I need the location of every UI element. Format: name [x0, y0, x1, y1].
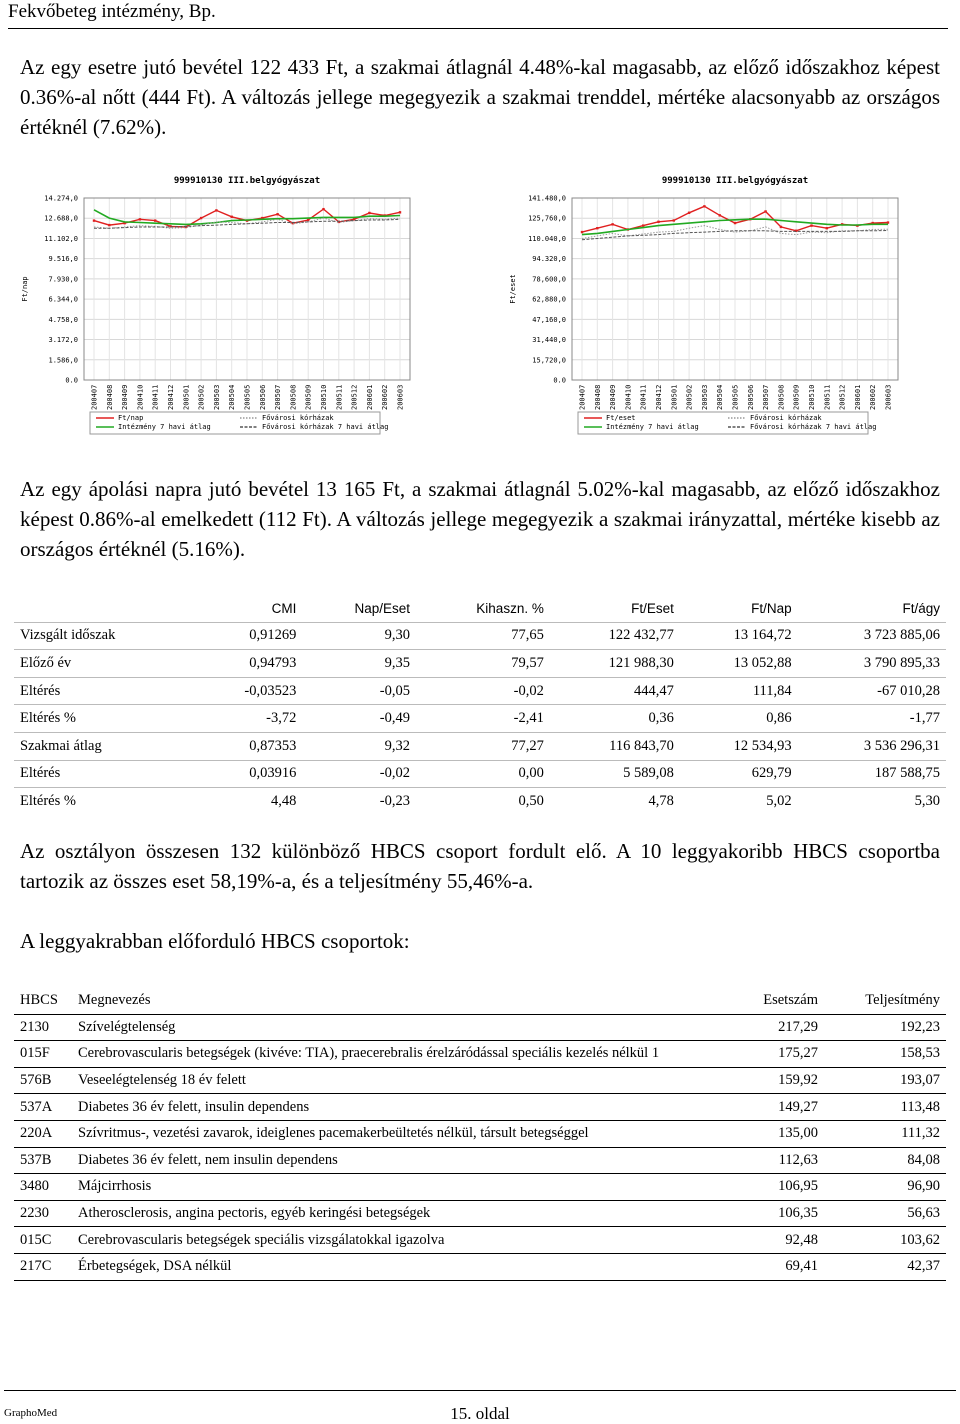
stats-header: CMI: [271, 600, 297, 616]
stats-cell: 121 988,30: [550, 650, 680, 678]
chart-xtick-label: 200506: [258, 384, 267, 410]
chart-xtick-label: 200503: [700, 384, 709, 410]
stats-row: [14, 677, 946, 705]
hbcs-header-row: [14, 988, 946, 1014]
chart-ytick-label: 47,160,0: [532, 315, 566, 324]
hbcs-name: Cerebrovascularis betegségek (kivéve: TIA), praecerebralis érelzáródással speciális kezelés nélkül 1: [72, 1041, 717, 1068]
stats-cell: 0,03916: [195, 760, 303, 788]
chart-title: 999910130 III.belgyógyászat: [173, 176, 321, 186]
hbcs-header: Esetszám: [717, 988, 824, 1014]
chart-ytick-label: 9.516,0: [48, 255, 78, 264]
stats-cell: 0,00: [416, 760, 550, 788]
stats-cell: 3 723 885,06: [798, 622, 946, 650]
stats-cell: 0,87353: [195, 732, 303, 760]
hbcs-code: 015F: [14, 1041, 72, 1068]
chart-ytick-label: 0.0: [553, 376, 566, 385]
chart-point: [887, 221, 889, 223]
stats-cell: 629,79: [680, 760, 798, 788]
stats-cell: -0,49: [302, 705, 416, 733]
hbcs-case-count: 159,92: [717, 1067, 824, 1094]
hbcs-header: Megnevezés: [72, 988, 717, 1014]
chart-xtick-label: 200407: [578, 384, 587, 410]
hbcs-row: [14, 1147, 946, 1174]
chart-xtick-label: 200510: [320, 384, 328, 410]
chart-ytick-label: 4.758,0: [48, 315, 78, 324]
stats-cell: 5,02: [680, 788, 798, 815]
chart-ytick-label: 31,440,0: [532, 336, 566, 345]
hbcs-performance: 111,32: [824, 1120, 946, 1147]
chart-xtick-label: 200510: [808, 384, 816, 410]
header-title: Fekvőbeteg intézmény, Bp.: [8, 1, 216, 22]
footer-brand: GraphoMed: [4, 1407, 58, 1419]
stats-cell: -0,02: [302, 760, 416, 788]
stats-cell: 5 589,08: [550, 760, 680, 788]
hbcs-header: HBCS: [14, 988, 72, 1014]
chart-xtick-label: 200512: [838, 384, 847, 410]
hbcs-performance: 103,62: [824, 1227, 946, 1254]
paragraph-hbcs-summary: Az osztályon összesen 132 különböző HBCS csoport fordult elő. A 10 leggyakoribb HBCS csoportba tartozik az összes eset 58,19%-a, és a teljesítmény 55,46%-a.: [20, 839, 940, 893]
chart-ft-nap-svg: [22, 168, 418, 440]
chart-legend-label: Intézmény 7 havi átlag: [606, 423, 699, 431]
chart-legend-label: Intézmény 7 havi átlag: [118, 423, 211, 431]
chart-point: [810, 224, 812, 226]
stats-cell: 13 052,88: [680, 650, 798, 678]
chart-xtick-label: 200603: [396, 384, 405, 410]
stats-row-label: Eltérés: [14, 760, 195, 788]
stats-row-label: Szakmai átlag: [14, 732, 195, 760]
chart-point: [322, 208, 324, 210]
hbcs-performance: 113,48: [824, 1094, 946, 1121]
stats-row: [14, 650, 946, 678]
stats-cell: -3,72: [195, 705, 303, 733]
chart-point: [581, 231, 583, 233]
stats-cell: -0,23: [302, 788, 416, 815]
chart-ytick-label: 12.688,0: [44, 214, 78, 223]
chart-legend-label: Fővárosi kórházak 7 havi átlag: [750, 423, 877, 431]
hbcs-row: [14, 1200, 946, 1227]
hbcs-row: [14, 1227, 946, 1254]
chart-xtick-label: 200602: [869, 384, 878, 410]
chart-point: [231, 216, 233, 218]
chart-xtick-label: 200502: [197, 384, 206, 410]
chart-xtick-label: 200505: [243, 384, 252, 410]
stats-cell: 13 164,72: [680, 622, 798, 650]
chart-ytick-label: 14.274,0: [44, 194, 78, 203]
chart-point: [611, 223, 613, 225]
chart-ytick-label: 11.102,0: [44, 234, 78, 243]
chart-ft-eset-svg: [510, 168, 906, 440]
hbcs-name: Diabetes 36 év felett, nem insulin dependens: [72, 1147, 717, 1174]
hbcs-case-count: 92,48: [717, 1227, 824, 1254]
stats-header: Ft/Nap: [751, 600, 792, 616]
stats-row-label: Eltérés %: [14, 788, 195, 815]
hbcs-case-count: 135,00: [717, 1120, 824, 1147]
stats-cell: 5,30: [798, 788, 946, 815]
stats-cell: 4,78: [550, 788, 680, 815]
chart-xtick-label: 200409: [121, 384, 130, 410]
hbcs-name: Atherosclerosis, angina pectoris, egyéb keringési betegségek: [72, 1200, 717, 1227]
chart-point: [399, 211, 401, 213]
stats-cell: 3 790 895,33: [798, 650, 946, 678]
chart-ytick-label: 78,600,0: [532, 275, 566, 284]
stats-row: [14, 788, 946, 815]
chart-point: [276, 213, 278, 215]
hbcs-row: [14, 1253, 946, 1280]
stats-cell: 0,36: [550, 705, 680, 733]
chart-xtick-label: 200412: [655, 384, 663, 410]
chart-ft-eset: [510, 168, 906, 440]
stats-row: [14, 705, 946, 733]
hbcs-code: 2130: [14, 1014, 72, 1041]
chart-point: [596, 227, 598, 229]
chart-xtick-label: 200508: [289, 384, 298, 410]
stats-cell: -2,41: [416, 705, 550, 733]
hbcs-case-count: 69,41: [717, 1253, 824, 1280]
stats-cell: 9,32: [302, 732, 416, 760]
stats-cell: -1,77: [798, 705, 946, 733]
chart-xtick-label: 200504: [716, 384, 725, 410]
chart-point: [764, 210, 766, 212]
chart-ytick-label: 110.040,0: [528, 234, 566, 243]
chart-ytick-label: 15,720,0: [532, 356, 566, 365]
stats-row-label: Eltérés %: [14, 705, 195, 733]
stats-cell: 9,35: [302, 650, 416, 678]
stats-cell: 4,48: [195, 788, 303, 815]
page-header: [8, 0, 948, 29]
chart-xtick-label: 200507: [762, 384, 771, 410]
stats-cell: 0,94793: [195, 650, 303, 678]
chart-ft-nap: [22, 168, 418, 440]
stats-cell: -0,02: [416, 677, 550, 705]
hbcs-row: [14, 1174, 946, 1201]
stats-cell: -0,03523: [195, 677, 303, 705]
stats-cell: 111,84: [680, 677, 798, 705]
hbcs-performance: 193,07: [824, 1067, 946, 1094]
chart-xtick-label: 200407: [90, 384, 99, 410]
hbcs-name: Érbetegségek, DSA nélkül: [72, 1253, 717, 1280]
chart-ytick-label: 0.0: [65, 376, 78, 385]
chart-ytick-label: 1.586,0: [48, 356, 78, 365]
stats-cell: 3 536 296,31: [798, 732, 946, 760]
chart-ytick-label: 94.320,0: [532, 255, 566, 264]
chart-xtick-label: 200601: [365, 384, 374, 410]
stats-row: [14, 732, 946, 760]
stats-cell: 79,57: [416, 650, 550, 678]
hbcs-code: 576B: [14, 1067, 72, 1094]
hbcs-performance: 96,90: [824, 1174, 946, 1201]
chart-xtick-label: 200601: [853, 384, 862, 410]
chart-point: [307, 219, 309, 221]
chart-xtick-label: 200504: [228, 384, 237, 410]
chart-ylabel: Ft/eset: [509, 274, 517, 304]
chart-legend-label: Fővárosi kórházak: [750, 414, 822, 422]
chart-xtick-label: 200509: [792, 384, 801, 410]
hbcs-code: 537B: [14, 1147, 72, 1174]
chart-xtick-label: 200501: [182, 384, 191, 410]
chart-legend-label: Ft/eset: [606, 414, 636, 422]
hbcs-name: Veseelégtelenség 18 év felett: [72, 1067, 717, 1094]
stats-cell: 12 534,93: [680, 732, 798, 760]
chart-legend-label: Fővárosi kórházak 7 havi átlag: [262, 423, 389, 431]
page-number: 15. oldal: [450, 1404, 510, 1423]
hbcs-table: [14, 988, 946, 1281]
chart-ytick-label: 7.930,0: [48, 275, 78, 284]
chart-xtick-label: 200512: [350, 384, 359, 410]
stats-cell: 0,91269: [195, 622, 303, 650]
hbcs-name: Májcirrhosis: [72, 1174, 717, 1201]
hbcs-case-count: 106,35: [717, 1200, 824, 1227]
chart-point: [154, 219, 156, 221]
stats-header: [14, 595, 195, 622]
chart-xtick-label: 200410: [136, 384, 145, 410]
chart-xtick-label: 200501: [670, 384, 679, 410]
chart-point: [642, 224, 644, 226]
chart-xtick-label: 200411: [151, 384, 160, 410]
chart-point: [657, 221, 659, 223]
stats-body: [14, 622, 946, 815]
stats-cell: 444,47: [550, 677, 680, 705]
chart-point: [688, 212, 690, 214]
chart-xtick-label: 200502: [685, 384, 694, 410]
chart-xtick-label: 200506: [746, 384, 755, 410]
chart-point: [734, 222, 736, 224]
stats-header: Nap/Eset: [354, 600, 410, 616]
hbcs-header: Teljesítmény: [824, 988, 946, 1014]
chart-xtick-label: 200411: [639, 384, 648, 410]
stats-cell: 0,86: [680, 705, 798, 733]
stats-row: [14, 760, 946, 788]
chart-xtick-label: 200602: [381, 384, 390, 410]
hbcs-code: 3480: [14, 1174, 72, 1201]
stats-cell: -0,05: [302, 677, 416, 705]
chart-point: [368, 212, 370, 214]
hbcs-case-count: 217,29: [717, 1014, 824, 1041]
stats-row-label: Vizsgált időszak: [14, 622, 195, 650]
chart-xtick-label: 200409: [609, 384, 618, 410]
hbcs-case-count: 112,63: [717, 1147, 824, 1174]
chart-point: [215, 209, 217, 211]
chart-xtick-label: 200508: [777, 384, 786, 410]
hbcs-case-count: 149,27: [717, 1094, 824, 1121]
chart-ytick-label: 6.344,0: [48, 295, 78, 304]
chart-legend-label: Ft/nap: [118, 414, 144, 422]
chart-xtick-label: 200603: [884, 384, 893, 410]
hbcs-code: 2230: [14, 1200, 72, 1227]
chart-ytick-label: 141.480,0: [528, 194, 566, 203]
hbcs-performance: 158,53: [824, 1041, 946, 1068]
paragraph-ft-eset: Az egy esetre jutó bevétel 122 433 Ft, a szakmai átlagnál 4.48%-kal magasabb, az előző időszakhoz képest 0.36%-al nőtt (444 Ft). A változás jellege megegyezik a szakmai trenddel, mértéke alacsonyabb az országos értéknél (7.62%).: [20, 55, 940, 139]
hbcs-code: 220A: [14, 1120, 72, 1147]
chart-xtick-label: 200408: [593, 384, 602, 410]
stats-row-label: Előző év: [14, 650, 195, 678]
chart-point: [108, 224, 110, 226]
stats-row-label: Eltérés: [14, 677, 195, 705]
chart-ytick-label: 125,760,0: [528, 214, 566, 223]
chart-point: [719, 214, 721, 216]
chart-xtick-label: 200511: [823, 384, 832, 410]
hbcs-row: [14, 1067, 946, 1094]
hbcs-row: [14, 1014, 946, 1041]
chart-xtick-label: 200505: [731, 384, 740, 410]
hbcs-name: Szívelégtelenség: [72, 1014, 717, 1041]
chart-ytick-label: 3.172,0: [48, 336, 78, 345]
chart-point: [673, 219, 675, 221]
hbcs-row: [14, 1041, 946, 1068]
hbcs-case-count: 106,95: [717, 1174, 824, 1201]
chart-ylabel: Ft/nap: [21, 276, 29, 302]
stats-header: Ft/Eset: [631, 600, 674, 616]
chart-xtick-label: 200503: [212, 384, 221, 410]
chart-xtick-label: 200410: [624, 384, 633, 410]
hbcs-name: Szívritmus-, vezetési zavarok, ideiglenes pacemakerbeültetés nélkül, társult betegséggel: [72, 1120, 717, 1147]
stats-cell: 187 588,75: [798, 760, 946, 788]
hbcs-performance: 42,37: [824, 1253, 946, 1280]
chart-legend-label: Fővárosi kórházak: [262, 414, 334, 422]
stats-cell: 9,30: [302, 622, 416, 650]
footer-rule: [4, 1390, 956, 1391]
paragraph-ft-nap: Az egy ápolási napra jutó bevétel 13 165 Ft, a szakmai átlagnál 5.02%-kal magasabb, az előző időszakhoz képest 0.86%-al emelkedett (112 Ft). A változás jellege megegyezik a szakmai irányzattal, mértéke kisebb az országos értéknél (5.16%).: [20, 477, 940, 561]
hbcs-name: Cerebrovascularis betegségek speciális vizsgálatokkal igazolva: [72, 1227, 717, 1254]
chart-title: 999910130 III.belgyógyászat: [661, 176, 809, 186]
chart-point: [93, 219, 95, 221]
stats-cell: 77,65: [416, 622, 550, 650]
hbcs-performance: 84,08: [824, 1147, 946, 1174]
hbcs-performance: 192,23: [824, 1014, 946, 1041]
stats-cell: 77,27: [416, 732, 550, 760]
hbcs-code: 537A: [14, 1094, 72, 1121]
paragraph-hbcs-heading: A leggyakrabban előforduló HBCS csoportok:: [20, 929, 410, 953]
stats-cell: -67 010,28: [798, 677, 946, 705]
chart-point: [826, 227, 828, 229]
chart-ytick-label: 62,880,0: [532, 295, 566, 304]
hbcs-performance: 56,63: [824, 1200, 946, 1227]
hbcs-body: [14, 1014, 946, 1280]
hbcs-code: 015C: [14, 1227, 72, 1254]
stats-header-row: [14, 595, 946, 622]
hbcs-code: 217C: [14, 1253, 72, 1280]
stats-cell: 116 843,70: [550, 732, 680, 760]
chart-xtick-label: 200507: [274, 384, 283, 410]
hbcs-row: [14, 1094, 946, 1121]
chart-xtick-label: 200412: [167, 384, 175, 410]
stats-cell: 122 432,77: [550, 622, 680, 650]
hbcs-row: [14, 1120, 946, 1147]
hbcs-name: Diabetes 36 év felett, insulin dependens: [72, 1094, 717, 1121]
chart-xtick-label: 200511: [335, 384, 344, 410]
stats-header: Kihaszn. %: [476, 600, 544, 616]
stats-table: [14, 595, 946, 815]
chart-point: [780, 226, 782, 228]
hbcs-case-count: 175,27: [717, 1041, 824, 1068]
stats-cell: 0,50: [416, 788, 550, 815]
chart-xtick-label: 200408: [105, 384, 114, 410]
stats-header: Ft/ágy: [902, 600, 940, 616]
chart-point: [139, 218, 141, 220]
chart-point: [200, 217, 202, 219]
stats-row: [14, 622, 946, 650]
chart-point: [703, 205, 705, 207]
chart-xtick-label: 200509: [304, 384, 313, 410]
